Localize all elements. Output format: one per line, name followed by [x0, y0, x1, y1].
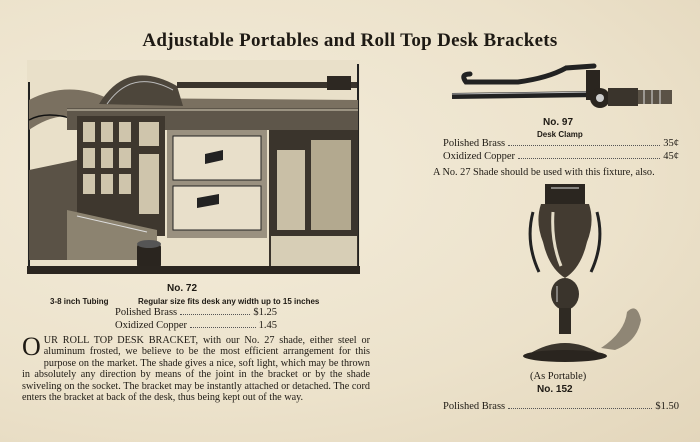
- product-72-finish: Polished Brass: [115, 307, 178, 318]
- description-text: UR ROLL TOP DESK BRACKET, with our No. 27 shade, either steel or aluminum frosted, we believe to be the most efficient arrangement for this purpose on the market. The shade gives a nice, soft light, which may be thrown in absolutely any direction by means of the joint in the bracket or by the shade swiveling on the socket. The bracket may be instantly attached or detached. The cord enters the bracket at back of the desk, thus being kept out of the way.: [22, 335, 370, 404]
- product-72-spec-tubing: 3-8 inch Tubing: [50, 297, 109, 306]
- product-72-price: $1.25: [253, 307, 277, 318]
- leader-dots: [518, 158, 660, 159]
- product-72-description: [22, 332, 370, 404]
- product-97-price-row: [443, 138, 679, 149]
- product-97-finish: Oxidized Copper: [443, 151, 516, 162]
- desk-clamp-illustration: [448, 60, 678, 116]
- product-152-price-row: [443, 401, 679, 412]
- product-152-finish: Polished Brass: [443, 401, 506, 412]
- leader-dots: [508, 408, 652, 409]
- product-97-number: No. 97: [543, 117, 574, 128]
- leader-dots: [508, 145, 660, 146]
- product-152-price: $1.50: [655, 401, 679, 412]
- product-72-number: No. 72: [167, 283, 198, 294]
- portable-lamp-illustration: [515, 182, 645, 366]
- product-72-spec-size: Regular size fits desk any width up to 15 inches: [138, 297, 320, 306]
- product-72-finish: Oxidized Copper: [115, 320, 188, 331]
- product-97-price: 35¢: [663, 138, 679, 149]
- product-152-label: (As Portable): [530, 371, 587, 382]
- product-97-price-row: [443, 151, 679, 162]
- leader-dots: [190, 327, 256, 328]
- leader-dots: [180, 314, 250, 315]
- product-97-price: 45¢: [663, 151, 679, 162]
- product-72-price: 1.45: [258, 320, 277, 331]
- page-title: Adjustable Portables and Roll Top Desk Brackets: [142, 30, 558, 51]
- product-97-finish: Polished Brass: [443, 138, 506, 149]
- product-97-name: Desk Clamp: [537, 130, 583, 139]
- roll-top-desk-illustration: [27, 60, 360, 274]
- drop-cap: O: [22, 332, 41, 361]
- product-72-price-row: [115, 307, 277, 318]
- product-152-number: No. 152: [537, 384, 573, 395]
- product-97-note: A No. 27 Shade should be used with this fixture, also.: [433, 167, 655, 178]
- product-72-price-row: [115, 320, 277, 331]
